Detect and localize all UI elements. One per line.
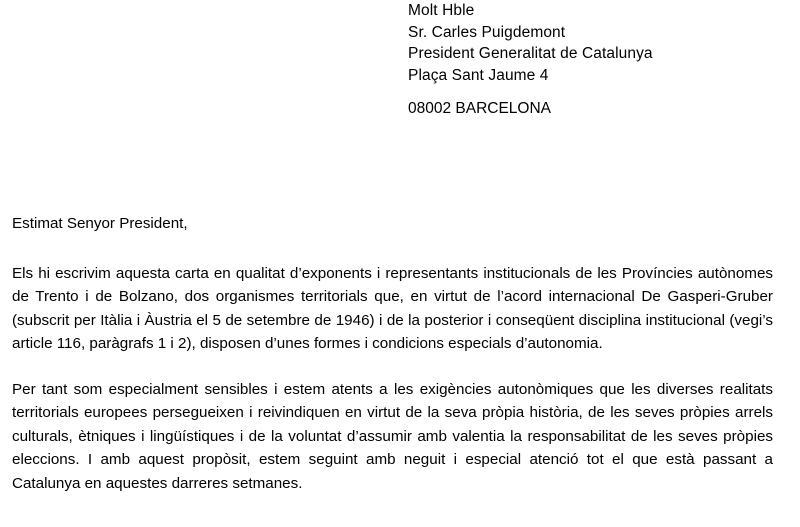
- addressee-city-line: 08002 BARCELONA: [408, 100, 552, 117]
- salutation: Estimat Senyor President,: [12, 215, 188, 232]
- addressee-line-1: Molt Hble: [408, 2, 475, 19]
- addressee-line-4: Plaça Sant Jaume 4: [408, 66, 549, 84]
- body-paragraph-2: Per tant som especialment sensibles i estem atents a les exigències autonòmiques que les diverses realitats territorials europees persegueixen i reivindiquen en virtut de la seva pròpia història, de les seves pròpies arrels culturals, ètniques i lingüístiques i de la voluntat d’assumir amb valentia la responsabilitat de les seves pròpies eleccions. I amb aquest propòsit, estem seguint amb neguit i especial atenció tot el que està passant a Catalunya en aquestes darreres setmanes.: [12, 380, 773, 492]
- addressee-line-3: President Generalitat de Catalunya: [408, 45, 653, 62]
- letter-body: [12, 212, 773, 495]
- addressee-line-2: Sr. Carles Puigdemont: [408, 23, 566, 41]
- body-paragraph-1: Els hi escrivim aquesta carta en qualitat d’exponents i representants institucionals de les Províncies autònomes de Trento i de Bolzano, dos organismes territorials que, en virtut de l’acord internacional De Gasperi-Gruber (subscrit per Itàlia i Àustria el 5 de setembre de 1946) i de la posterior i conseqüent disciplina institucional (vegi’s article 116, paràgrafs 1 i 2), disposen d’unes formes i condicions especials d’autonomia.: [12, 264, 773, 352]
- addressee-block: [408, 0, 653, 86]
